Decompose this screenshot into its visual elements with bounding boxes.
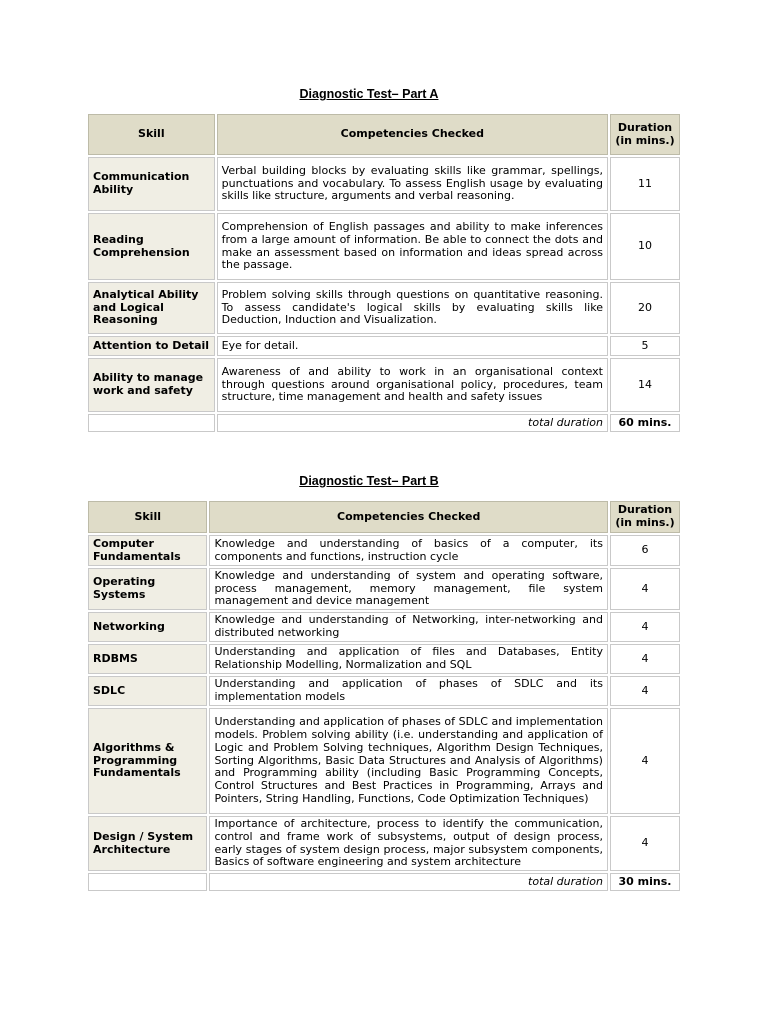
- duration-cell: 10: [610, 213, 680, 280]
- skill-cell: Operating Systems: [88, 568, 207, 610]
- total-label: total duration: [209, 873, 608, 891]
- skill-cell: Reading Comprehension: [88, 213, 215, 280]
- part-a-title: Diagnostic Test– Part A: [299, 87, 439, 101]
- header-skill: Skill: [88, 114, 215, 155]
- competencies-cell: Knowledge and understanding of Networking, inter-networking and distributed networking: [209, 612, 608, 642]
- competencies-cell: Problem solving skills through questions on quantitative reasoning. To assess candidate's logical skills by evaluating skills like Deduction, Induction and Visualization.: [217, 282, 608, 334]
- total-row: [88, 414, 680, 432]
- competencies-cell: Understanding and application of phases of SDLC and its implementation models: [209, 676, 608, 706]
- skill-cell: SDLC: [88, 676, 207, 706]
- table-row: [88, 535, 680, 566]
- skill-cell: Communication Ability: [88, 157, 215, 211]
- competencies-cell: Understanding and application of phases of SDLC and implementation models. Problem solving ability (i.e. understanding and application of Logic and Problem Solving techniques, Algorithm Design Techniques, Sorting Algorithms, Basic Data Structures and Analysis of Algorithms) and Programming ability (including Basic Programming Concepts, Control Structures and Best Practices in Programming, Arrays and Pointers, String Handling, Functions, Code Optimization Techniques): [209, 708, 608, 814]
- header-duration: Duration (in mins.): [610, 501, 680, 533]
- table-row: [88, 708, 680, 814]
- skill-cell: Attention to Detail: [88, 336, 215, 356]
- table-row: [88, 358, 680, 412]
- table-row: [88, 612, 680, 642]
- total-value: 60 mins.: [610, 414, 680, 432]
- duration-cell: 20: [610, 282, 680, 334]
- duration-cell: 4: [610, 568, 680, 610]
- table-header-row: [88, 114, 680, 155]
- skill-cell: Design / System Architecture: [88, 816, 207, 871]
- skill-cell: Ability to manage work and safety: [88, 358, 215, 412]
- duration-cell: 4: [610, 644, 680, 674]
- duration-cell: 4: [610, 708, 680, 814]
- duration-cell: 4: [610, 612, 680, 642]
- skill-cell: Analytical Ability and Logical Reasoning: [88, 282, 215, 334]
- part-b-title: Diagnostic Test– Part B: [299, 474, 439, 488]
- blank-cell: [88, 873, 207, 891]
- table-header-row: [88, 501, 680, 533]
- competencies-cell: Understanding and application of files and Databases, Entity Relationship Modelling, Normalization and SQL: [209, 644, 608, 674]
- table-row: [88, 816, 680, 871]
- competencies-cell: Awareness of and ability to work in an organisational context through questions around organisational policy, procedures, team structure, time management and health and safety issues: [217, 358, 608, 412]
- part-a-table: [86, 112, 682, 434]
- table-row: [88, 336, 680, 356]
- total-value: 30 mins.: [610, 873, 680, 891]
- competencies-cell: Importance of architecture, process to identify the communication, control and frame work of subsystems, output of design process, early stages of system design process, major subsystem components, Basics of software engineering and system architecture: [209, 816, 608, 871]
- header-skill: Skill: [88, 501, 207, 533]
- duration-cell: 5: [610, 336, 680, 356]
- duration-cell: 4: [610, 676, 680, 706]
- table-row: [88, 213, 680, 280]
- duration-cell: 4: [610, 816, 680, 871]
- header-competencies: Competencies Checked: [217, 114, 608, 155]
- skill-cell: Algorithms & Programming Fundamentals: [88, 708, 207, 814]
- blank-cell: [88, 414, 215, 432]
- duration-cell: 14: [610, 358, 680, 412]
- duration-cell: 11: [610, 157, 680, 211]
- part-b-table: [86, 499, 682, 893]
- table-row: [88, 282, 680, 334]
- competencies-cell: Knowledge and understanding of basics of a computer, its components and functions, instruction cycle: [209, 535, 608, 566]
- total-label: total duration: [217, 414, 608, 432]
- skill-cell: RDBMS: [88, 644, 207, 674]
- competencies-cell: Eye for detail.: [217, 336, 608, 356]
- skill-cell: Networking: [88, 612, 207, 642]
- competencies-cell: Verbal building blocks by evaluating skills like grammar, spellings, punctuations and vocabulary. To assess English usage by evaluating skills like structure, arguments and verbal reasoning.: [217, 157, 608, 211]
- competencies-cell: Comprehension of English passages and ability to make inferences from a large amount of information. Be able to connect the dots and make an assessment based on information and ideas spread across the passage.: [217, 213, 608, 280]
- table-row: [88, 676, 680, 706]
- header-duration: Duration (in mins.): [610, 114, 680, 155]
- duration-cell: 6: [610, 535, 680, 566]
- competencies-cell: Knowledge and understanding of system and operating software, process management, memory management, file system management and device management: [209, 568, 608, 610]
- table-row: [88, 157, 680, 211]
- table-row: [88, 568, 680, 610]
- table-row: [88, 644, 680, 674]
- header-competencies: Competencies Checked: [209, 501, 608, 533]
- total-row: [88, 873, 680, 891]
- skill-cell: Computer Fundamentals: [88, 535, 207, 566]
